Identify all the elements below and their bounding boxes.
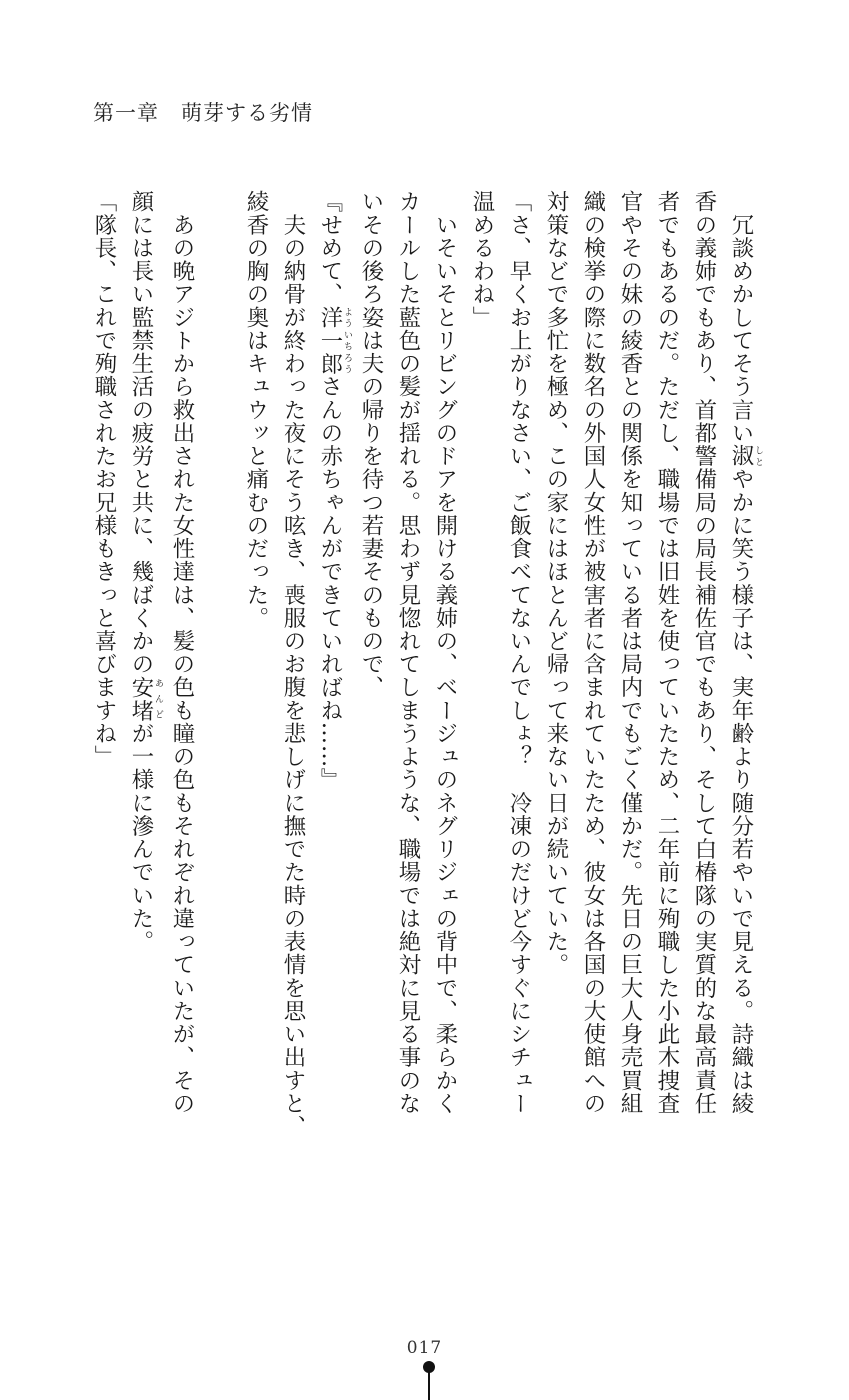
text-column-5: 織の検挙の際に数名の外国人女性が被害者に含まれていたため、彼女は各国の大使館への	[580, 190, 606, 1115]
running-head: 第一章 萌芽する劣情	[93, 101, 313, 125]
text-column-13: 夫の納骨が終わった夜にそう呟き、喪服のお腹を悲しげに撫でた時の表情を思い出すと、	[280, 190, 306, 1138]
text-column-17: 顔には長い監禁生活の疲労と共に、幾ばくかの安堵 あんどが一様に滲んでいた。	[128, 190, 163, 953]
text-column-2: 香の義姉でもあり、首都警備局の局長補佐官でもあり、そして白椿隊の実質的な最高責任	[691, 190, 717, 1115]
page-number: 017	[406, 1338, 443, 1358]
folio-line	[428, 1372, 430, 1400]
text-column-10: カールした藍色の髪が揺れる。思わず見惚れてしまうような、職場では絶対に見る事のな	[395, 190, 421, 1115]
blank-column	[200, 190, 237, 1070]
text-column-14: 綾香の胸の奥はキュウッと痛むのだった。	[243, 190, 269, 630]
text-column-3: 者でもあるのだ。ただし、職場では旧姓を使っていたため、二年前に殉職した小此木捜査	[654, 190, 680, 1115]
ruby-ando: 安堵 あんど	[128, 675, 163, 722]
text-column-18: 「隊長、これで殉職されたお兄様もきっと喜びますね」	[91, 190, 117, 768]
text-column-11: いその後ろ姿は夫の帰りを待つ若妻そのもので、	[358, 190, 384, 699]
text-column-6: 対策などで多忙を極め、この家にはほとんど帰って来ない日が続いていた。	[543, 190, 569, 977]
text-column-16: あの晩アジトから救出された女性達は、髪の色も瞳の色もそれぞれ違っていたが、その	[169, 190, 195, 1115]
text-column-7: 「さ、早くお上がりなさい、ご飯食べてないんでしょ？ 冷凍のだけど今すぐにシチュー	[506, 190, 532, 1115]
ruby-youichirou: 洋一郎 よういちろう	[317, 305, 352, 375]
body-text	[85, 190, 763, 1138]
text-column-9: いそいそとリビングのドアを開ける義姉の、ベージュのネグリジェの背中で、柔らかく	[432, 190, 458, 1115]
text-column-12: 『せめて、洋一郎 よういちろうさんの赤ちゃんができていればね……』	[317, 190, 352, 792]
ruby-shitoyaka: 淑 しと	[728, 444, 763, 468]
text-column-4: 官やその妹の綾香との関係を知っている者は局内でもごく僅かだ。先日の巨大人身売買組	[617, 190, 643, 1115]
text-column-1: 冗談めかしてそう言い淑 しとやかに笑う様子は、実年齢より随分若やいで見える。詩織は綾	[728, 190, 763, 1115]
text-column-8: 温めるわね」	[469, 190, 495, 329]
